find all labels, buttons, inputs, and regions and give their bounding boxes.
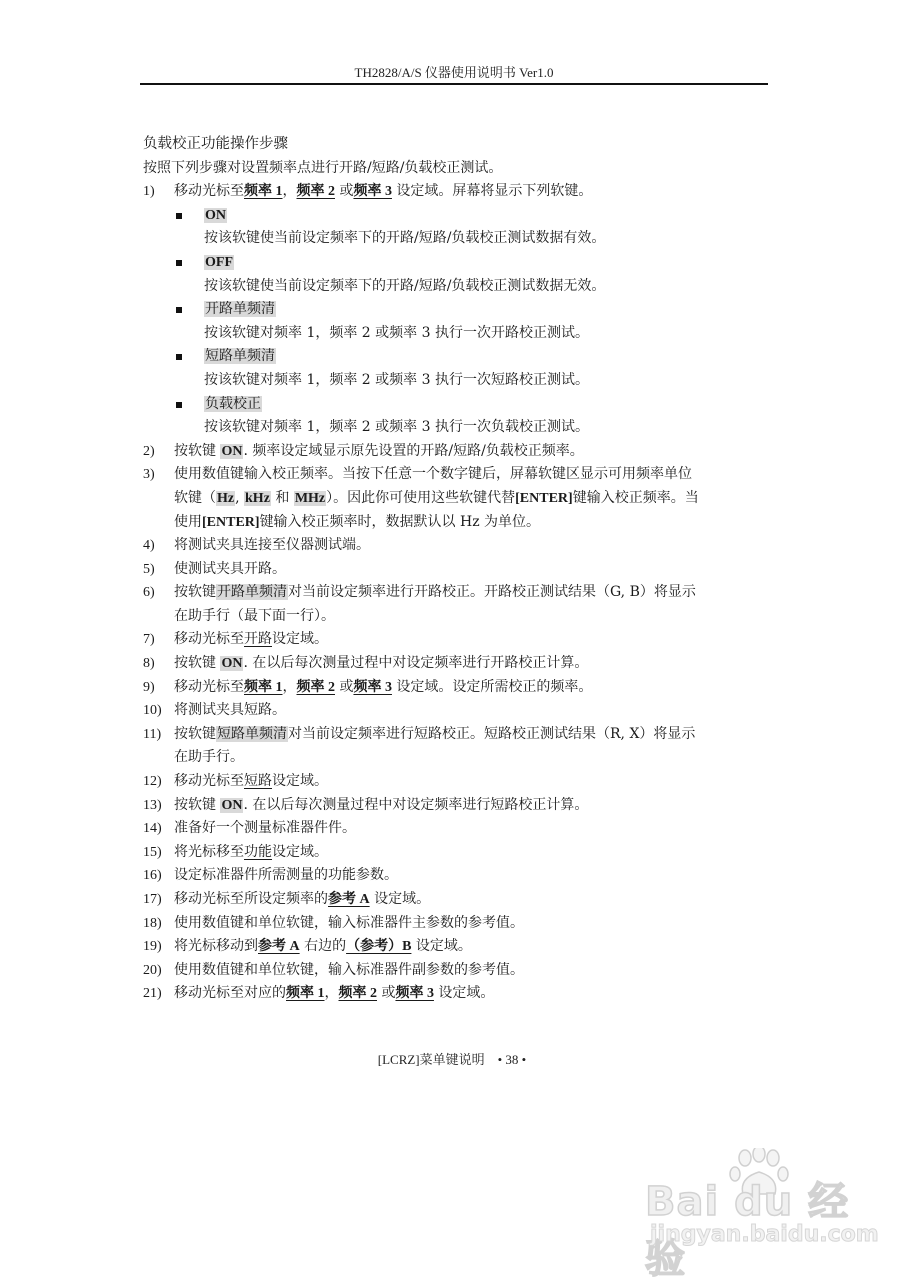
step-text: ）。因此你可使用这些软键代替 xyxy=(326,489,516,506)
step-text: 使用数值键和单位软键，输入标准器件主参数的参考值。 xyxy=(174,914,524,931)
step-text: 将测试夹具短路。 xyxy=(174,702,286,719)
step-text: 设定域。 xyxy=(272,631,328,648)
step-text: ， xyxy=(324,985,339,1002)
step-text: 设定域。 xyxy=(272,773,328,790)
field-freq-1: 频率 1 xyxy=(286,986,325,1002)
document-body xyxy=(143,133,768,1006)
softkey-label: ON xyxy=(205,207,226,223)
step-text: 在助手行。 xyxy=(174,749,244,766)
step-number: 8) xyxy=(143,656,155,672)
softkey-on: ON xyxy=(221,656,243,672)
softkey-desc: 按该软键对频率 1，频率 2 或频率 3 执行一次负载校正测试。 xyxy=(204,419,589,436)
step-2 xyxy=(143,440,768,464)
field-reference-b: （参考）B xyxy=(346,939,412,955)
step-text: 设定域。 xyxy=(433,985,495,1002)
step-number: 14) xyxy=(143,821,162,837)
step-text: 使用数值键输入校正频率。当按下任意一个数字键后，屏幕软键区显示可用频率单位 xyxy=(174,466,692,483)
softkey-khz: kHz xyxy=(245,490,270,506)
step-text: 将光标移至 xyxy=(174,843,244,860)
field-freq-3: 频率 3 xyxy=(353,184,392,200)
step-number: 13) xyxy=(143,797,162,813)
step-number: 9) xyxy=(143,679,155,695)
bullet-square-icon xyxy=(176,260,182,266)
step-number: 20) xyxy=(143,962,162,978)
softkey-label: 短路单频清 xyxy=(205,348,275,365)
step-number: 5) xyxy=(143,561,155,577)
step-number: 12) xyxy=(143,774,162,790)
step-text: 软键（ xyxy=(174,489,216,506)
step-14 xyxy=(143,817,768,841)
step-1 xyxy=(143,180,768,204)
field-freq-1: 频率 1 xyxy=(244,184,283,200)
step-text: 使用数值键和单位软键，输入标准器件副参数的参考值。 xyxy=(174,961,524,978)
page-header: TH2828/A/S 仪器使用说明书 Ver1.0 xyxy=(354,65,554,80)
field-freq-2: 频率 2 xyxy=(296,184,335,200)
softkey-item-open-clear xyxy=(143,298,768,322)
step-text: 设定域。设定所需校正的频率。 xyxy=(391,678,593,695)
field-reference-a: 参考 A xyxy=(328,892,370,907)
field-freq-3: 频率 3 xyxy=(353,679,392,695)
step-number: 3) xyxy=(143,467,155,483)
step-text: , xyxy=(235,489,245,506)
softkey-open-clear: 开路单频清 xyxy=(217,584,287,601)
step-6-line-2 xyxy=(143,605,768,629)
step-text: 和 xyxy=(270,489,294,506)
step-12 xyxy=(143,770,768,794)
step-text: 或 xyxy=(377,985,396,1002)
step-text: ， xyxy=(282,678,297,695)
step-text: 准备好一个测量标准器件件。 xyxy=(174,820,356,837)
step-text: 在助手行（最下面一行）。 xyxy=(174,607,335,624)
step-text: 对当前设定频率进行短路校正。短路校正测试结果（R, X）将显示 xyxy=(288,725,696,742)
softkey-desc: 按该软键对频率 1，频率 2 或频率 3 执行一次开路校正测试。 xyxy=(204,324,589,341)
softkey-short-clear: 短路单频清 xyxy=(217,725,287,742)
step-text: 将测试夹具连接至仪器测试端。 xyxy=(174,537,370,554)
step-3 xyxy=(143,463,768,487)
softkey-desc: 按该软键使当前设定频率下的开路/短路/负载校正测试数据有效。 xyxy=(204,230,606,247)
step-text: 按软键 xyxy=(174,584,216,601)
header-rule xyxy=(140,83,768,85)
step-15 xyxy=(143,841,768,865)
step-16 xyxy=(143,864,768,888)
step-13 xyxy=(143,794,768,818)
field-freq-1: 频率 1 xyxy=(244,679,283,695)
softkey-desc: 按该软键使当前设定频率下的开路/短路/负载校正测试数据无效。 xyxy=(204,277,606,294)
softkey-item-on xyxy=(143,204,768,228)
step-text: 按软键 xyxy=(174,725,216,742)
step-number: 7) xyxy=(143,632,155,648)
step-6 xyxy=(143,581,768,605)
step-text: 设定标准器件所需测量的功能参数。 xyxy=(174,867,398,884)
step-11-line-2 xyxy=(143,746,768,770)
step-text: 移动光标至对应的 xyxy=(174,985,286,1002)
field-short: 短路 xyxy=(244,773,272,790)
step-number: 1) xyxy=(143,184,155,200)
page-footer: [LCRZ]菜单键说明 • 38 • xyxy=(377,1052,527,1067)
step-number: 16) xyxy=(143,868,162,884)
field-open: 开路 xyxy=(244,631,272,648)
step-text: 使测试夹具开路。 xyxy=(174,560,286,577)
step-20 xyxy=(143,959,768,983)
softkey-label: OFF xyxy=(205,254,233,270)
enter-key: [ENTER] xyxy=(202,514,260,530)
field-freq-3: 频率 3 xyxy=(395,986,434,1002)
step-number: 18) xyxy=(143,915,162,931)
field-freq-2: 频率 2 xyxy=(296,679,335,695)
watermark-url: jingyan.baidu.com xyxy=(650,1222,879,1247)
step-text: 将光标移动到 xyxy=(174,938,258,955)
step-text: 移动光标至 xyxy=(174,631,244,648)
field-function: 功能 xyxy=(244,843,272,860)
step-4 xyxy=(143,534,768,558)
step-text: 移动光标至 xyxy=(174,678,244,695)
step-3-line-2 xyxy=(143,487,768,511)
step-18 xyxy=(143,912,768,936)
step-text: 设定域。屏幕将显示下列软键。 xyxy=(391,183,593,200)
step-number: 19) xyxy=(143,939,162,955)
step-5 xyxy=(143,558,768,582)
step-text: 设定域。 xyxy=(411,938,472,955)
step-text: 移动光标至所设定频率的 xyxy=(174,891,328,907)
section-title: 负载校正功能操作步骤 xyxy=(143,136,288,152)
step-3-line-3 xyxy=(143,511,768,535)
softkey-desc: 按该软键对频率 1，频率 2 或频率 3 执行一次短路校正测试。 xyxy=(204,371,589,388)
field-reference-a: 参考 A xyxy=(258,939,300,955)
softkey-mhz: MHz xyxy=(294,490,326,506)
bullet-square-icon xyxy=(176,402,182,408)
step-number: 17) xyxy=(143,892,162,907)
bullet-square-icon xyxy=(176,354,182,360)
step-19 xyxy=(143,935,768,959)
step-number: 10) xyxy=(143,703,162,719)
step-text: 按软键 xyxy=(174,442,221,459)
step-21 xyxy=(143,982,768,1006)
step-number: 4) xyxy=(143,538,155,554)
step-text: 右边的 xyxy=(299,938,347,955)
softkey-on: ON xyxy=(221,797,243,813)
softkey-hz: Hz xyxy=(217,490,235,506)
softkey-label: 负载校正 xyxy=(205,395,261,412)
step-text: 设定域。 xyxy=(369,891,431,907)
softkey-item-load-correction xyxy=(143,393,768,417)
step-number: 15) xyxy=(143,844,162,860)
step-text: . 在以后每次测量过程中对设定频率进行开路校正计算。 xyxy=(243,655,589,672)
step-text: 键输入校正频率时，数据默认以 Hz 为单位。 xyxy=(259,513,541,530)
step-text: 移动光标至 xyxy=(174,183,244,200)
baidu-jingyan-watermark xyxy=(645,1148,879,1282)
softkey-on: ON xyxy=(221,443,243,459)
step-9 xyxy=(143,676,768,700)
step-text: 设定域。 xyxy=(272,843,328,860)
step-17 xyxy=(143,888,768,912)
step-text: . 频率设定域显示原先设置的开路/短路/负载校正频率。 xyxy=(243,442,584,459)
step-text: 按软键 xyxy=(174,796,221,813)
softkey-item-short-clear xyxy=(143,345,768,369)
bullet-square-icon xyxy=(176,213,182,219)
softkey-item-off xyxy=(143,251,768,275)
step-text: 移动光标至 xyxy=(174,773,244,790)
step-number: 11) xyxy=(143,726,162,742)
step-number: 2) xyxy=(143,443,155,459)
enter-key: [ENTER] xyxy=(515,490,573,506)
bullet-square-icon xyxy=(176,307,182,313)
step-text: 或 xyxy=(335,678,354,695)
step-text: 键输入校正频率。当 xyxy=(572,489,699,506)
step-text: . 在以后每次测量过程中对设定频率进行短路校正计算。 xyxy=(243,796,589,813)
step-number: 21) xyxy=(143,986,162,1002)
step-text: 对当前设定频率进行开路校正。开路校正测试结果（G, B）将显示 xyxy=(288,584,696,601)
step-text: ， xyxy=(282,183,297,200)
step-text: 或 xyxy=(335,183,354,200)
softkey-label: 开路单频清 xyxy=(205,301,275,318)
step-10 xyxy=(143,699,768,723)
step-8 xyxy=(143,652,768,676)
step-11 xyxy=(143,723,768,747)
watermark-brand: Bai du 经验 xyxy=(645,1179,850,1282)
step-number: 6) xyxy=(143,585,155,601)
field-freq-2: 频率 2 xyxy=(338,986,377,1002)
section-intro: 按照下列步骤对设置频率点进行开路/短路/负载校正测试。 xyxy=(143,159,503,176)
step-text: 按软键 xyxy=(174,655,221,672)
step-text: 使用 xyxy=(174,513,202,530)
step-7 xyxy=(143,628,768,652)
